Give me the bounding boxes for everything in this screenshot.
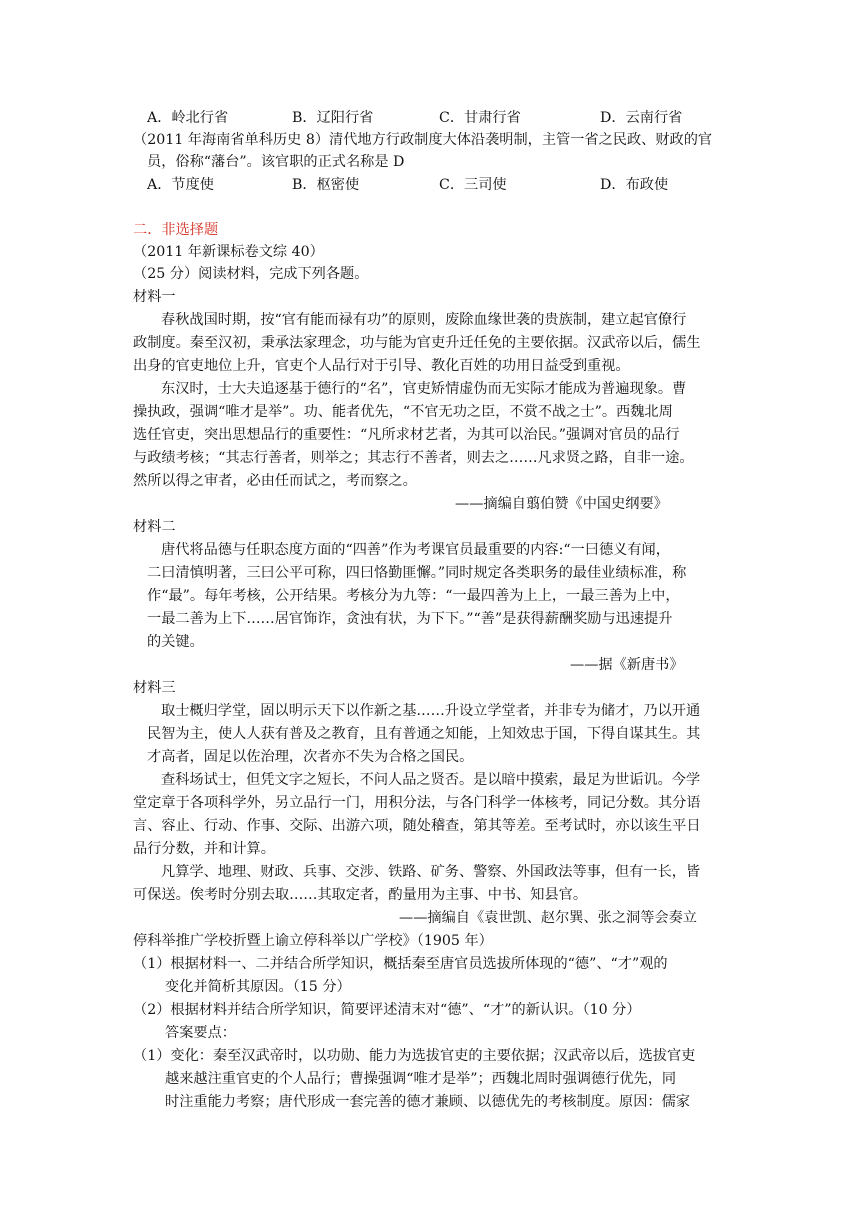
- section-title: 二．非选择题: [133, 222, 219, 238]
- question-instruction: （25 分）阅读材料，完成下列各题。: [133, 266, 369, 282]
- sub-question: （2）根据材料并结合所学知识，简要评述清末对“德”、“才”的新认识。（10 分）: [133, 1002, 641, 1018]
- citation: ——摘编自《袁世凯、赵尔巽、张之洞等会奏立: [399, 910, 697, 926]
- sub-question: 变化并简析其原因。（15 分）: [165, 979, 351, 995]
- paragraph-line: 春秋战国时期，按“官有能而禄有功”的原则，废除血缘世袭的贵族制，建立起官僚行: [161, 312, 687, 328]
- paragraph-line: 堂定章于各项科学外，另立品行一门，用积分法，与各门科学一体核考，同记分数。其分语: [133, 795, 701, 811]
- option-a: A．岭北行省: [147, 110, 229, 126]
- question-stem: 员，俗称“藩台”。该官职的正式名称是 D: [147, 154, 405, 170]
- option-d: D．云南行省: [600, 110, 683, 126]
- paragraph-line: 出身的官吏地位上升，官吏个人品行对于引导、教化百姓的功用日益受到重视。: [133, 358, 630, 374]
- answer-line: （1）变化：秦至汉武帝时，以功勋、能力为选拔官吏的主要依据；汉武帝以后，选拔官吏: [133, 1048, 696, 1064]
- option-c: C．甘肃行省: [439, 110, 521, 126]
- question-stem: （2011 年海南省单科历史 8）清代地方行政制度大体沿袭明制，主管一省之民政、财政的官: [133, 132, 713, 148]
- paragraph-line: 二曰清慎明著，三曰公平可称，四曰恪勤匪懈。”同时规定各类职务的最佳业绩标准，称: [147, 565, 687, 581]
- option-c: C．三司使: [439, 177, 507, 193]
- paragraph-line: 东汉时，士大夫追逐基于德行的“名”，官吏矫情虚伪而无实际才能成为普遍现象。曹: [161, 381, 687, 397]
- citation: ——据《新唐书》: [570, 657, 684, 673]
- citation: ——摘编自翦伯赞《中国史纲要》: [455, 496, 668, 512]
- option-b: B．辽阳行省: [292, 110, 374, 126]
- option-a: A．节度使: [147, 177, 214, 193]
- paragraph-line: 才高者，固足以佐治理，次者亦不失为合格之国民。: [147, 749, 474, 765]
- paragraph-line: 取士概归学堂，固以明示天下以作新之基……升设立学堂者，并非专为储才，乃以开通: [161, 703, 701, 719]
- material-label: 材料二: [133, 519, 176, 535]
- paragraph-line: 作“最”。每年考核，公开结果。考核分为九等：“一最四善为上上，一最三善为上中，: [147, 588, 680, 604]
- sub-question: （1）根据材料一、二并结合所学知识，概括秦至唐官员选拔所体现的“德”、“才”观的: [133, 956, 668, 972]
- citation: 停科举推广学校折暨上谕立停科举以广学校》（1905 年）: [133, 933, 493, 949]
- paragraph-line: 一最二善为上下……居官饰诈，贪浊有状，为下下。”“善”是获得薪酬奖励与迅速提升: [147, 611, 673, 627]
- answer-heading: 答案要点：: [165, 1025, 236, 1041]
- paragraph-line: 然所以得之审者，必由任而试之，考而察之。: [133, 473, 417, 489]
- paragraph-line: 政制度。秦至汉初，秉承法家理念，功与能为官吏升迁任免的主要依据。汉武帝以后，儒生: [133, 335, 701, 351]
- paragraph-line: 言、容止、行动、作事、交际、出游六项，随处稽查，第其等差。至考试时，亦以该生平日: [133, 818, 701, 834]
- paragraph-line: 唐代将品德与任职态度方面的“四善”作为考课官员最重要的内容:“一曰德义有闻，: [161, 542, 670, 558]
- paragraph-line: 凡算学、地理、财政、兵事、交涉、铁路、矿务、警察、外国政法等事，但有一长，皆: [161, 864, 701, 880]
- answer-line: 时注重能力考察；唐代形成一套完善的德才兼顾、以德优先的考核制度。原因：儒家: [165, 1094, 690, 1110]
- paragraph-line: 与政绩考核；“其志行善者，则举之；其志行不善者，则去之……凡求贤之路，自非一途。: [133, 450, 694, 466]
- paragraph-line: 可保送。俟考时分别去取……其取定者，酌量用为主事、中书、知县官。: [133, 887, 588, 903]
- paragraph-line: 选任官吏，突出思想品行的重要性：“凡所求材艺者，为其可以治民。”强调对官员的品行: [133, 427, 680, 443]
- paragraph-line: 查科场试士，但凭文字之短长，不问人品之贤否。是以暗中摸索，最足为世诟讥。今学: [161, 772, 701, 788]
- paragraph-line: 民智为主，使人人获有普及之教育，且有普通之知能，上知效忠于国，下得自谋其生。其: [147, 726, 701, 742]
- paragraph-line: 操执政，强调“唯才是举”。功、能者优先，“不官无功之臣，不赏不战之士”。西魏北周: [133, 404, 673, 420]
- answer-line: 越来越注重官吏的个人品行；曹操强调“唯才是举”；西魏北周时强调德行优先，同: [165, 1071, 677, 1087]
- option-d: D．布政使: [600, 177, 669, 193]
- option-b: B．枢密使: [292, 177, 360, 193]
- paragraph-line: 品行分数，并和计算。: [133, 841, 275, 857]
- material-label: 材料一: [133, 289, 176, 305]
- question-source: （2011 年新课标卷文综 40）: [133, 244, 324, 260]
- material-label: 材料三: [133, 680, 176, 696]
- paragraph-line: 的关键。: [147, 634, 204, 650]
